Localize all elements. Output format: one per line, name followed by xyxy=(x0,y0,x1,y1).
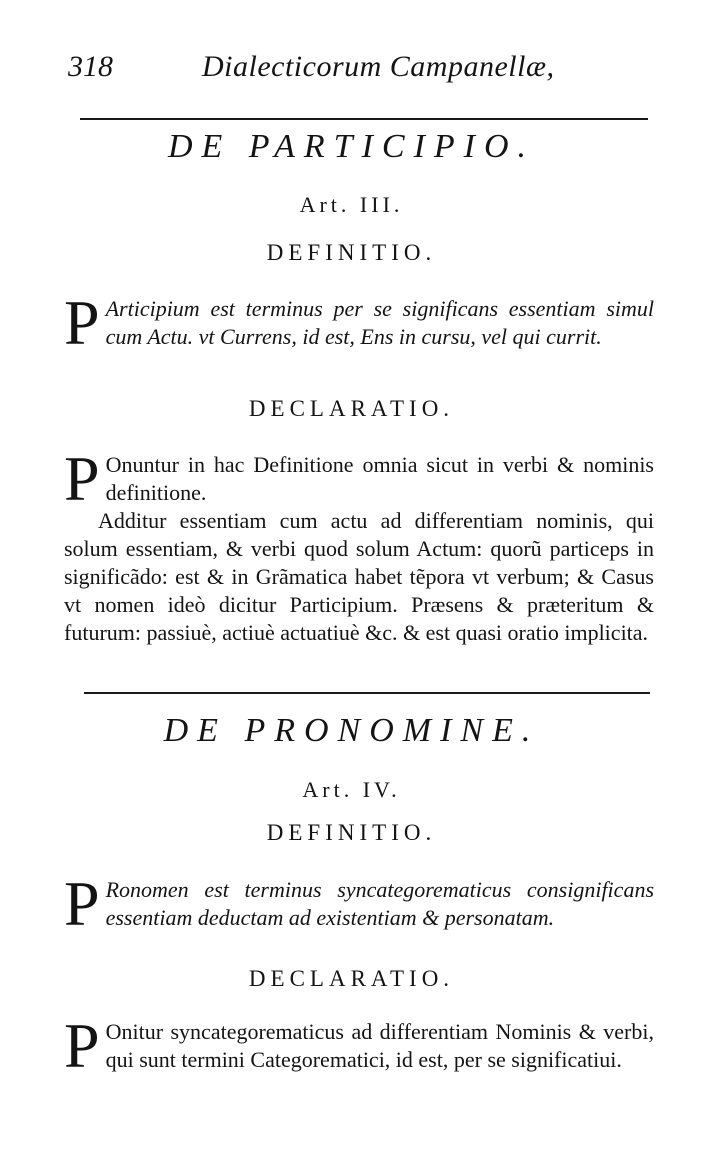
drop-capital: P xyxy=(64,868,100,939)
declaratio-paragraph-2 xyxy=(64,1010,654,1081)
definitio-heading-2: DEFINITIO. xyxy=(266,820,437,845)
definitio-paragraph-2 xyxy=(64,868,654,939)
section-title-pronomine: DE PRONOMINE. xyxy=(163,712,540,749)
definitio-text-2: Ronomen est terminus syncategorematicus consignificans essentiam deductam ad existentiam & personatam. xyxy=(105,877,654,930)
declaratio-heading-1: DECLARATIO. xyxy=(248,396,455,421)
declaratio-text-2: Onitur syncategorematicus ad differentiam Nominis & verbi, qui sunt termini Categorematici, id est, per se significatiui. xyxy=(105,1019,654,1072)
definitio-text-1: Articipium est terminus per se significans essentiam simul cum Actu. vt Currens, id est, Ens in cursu, vel qui currit. xyxy=(105,296,654,349)
declaratio-heading-2: DECLARATIO. xyxy=(248,966,455,991)
drop-capital: P xyxy=(64,287,100,358)
section-rule xyxy=(84,692,650,694)
drop-capital: P xyxy=(64,1010,100,1081)
definitio-paragraph-1 xyxy=(64,287,654,358)
header-rule xyxy=(80,118,648,120)
section-title-participio: DE PARTICIPIO. xyxy=(167,128,536,165)
page-number: 318 xyxy=(68,50,113,83)
running-header xyxy=(68,50,648,94)
declaratio-paragraph-1 xyxy=(64,443,654,514)
declaratio-text-1: Onuntur in hac Definitione omnia sicut in verbi & nominis definitione. xyxy=(105,452,654,505)
drop-capital: P xyxy=(64,443,100,514)
article-label-4: Art. IV. xyxy=(302,777,401,802)
running-title: Dialecticorum Campanellæ, xyxy=(202,50,555,83)
declaratio-paragraph-1b: Additur essentiam cum actu ad differentiam nominis, qui solum essentiam, & verbi quod solum Actum: quorũ particeps in significãdo: est & in Grãmatica habet tẽpora vt verbum; & Casus vt nomen ideò dicitur Participium. Præsens & præteritum & futurum: passiuè, actiuè actuatiuè &c. & est quasi oratio implicita. xyxy=(64,508,654,645)
definitio-heading-1: DEFINITIO. xyxy=(266,240,437,265)
article-label-3: Art. III. xyxy=(299,192,404,217)
